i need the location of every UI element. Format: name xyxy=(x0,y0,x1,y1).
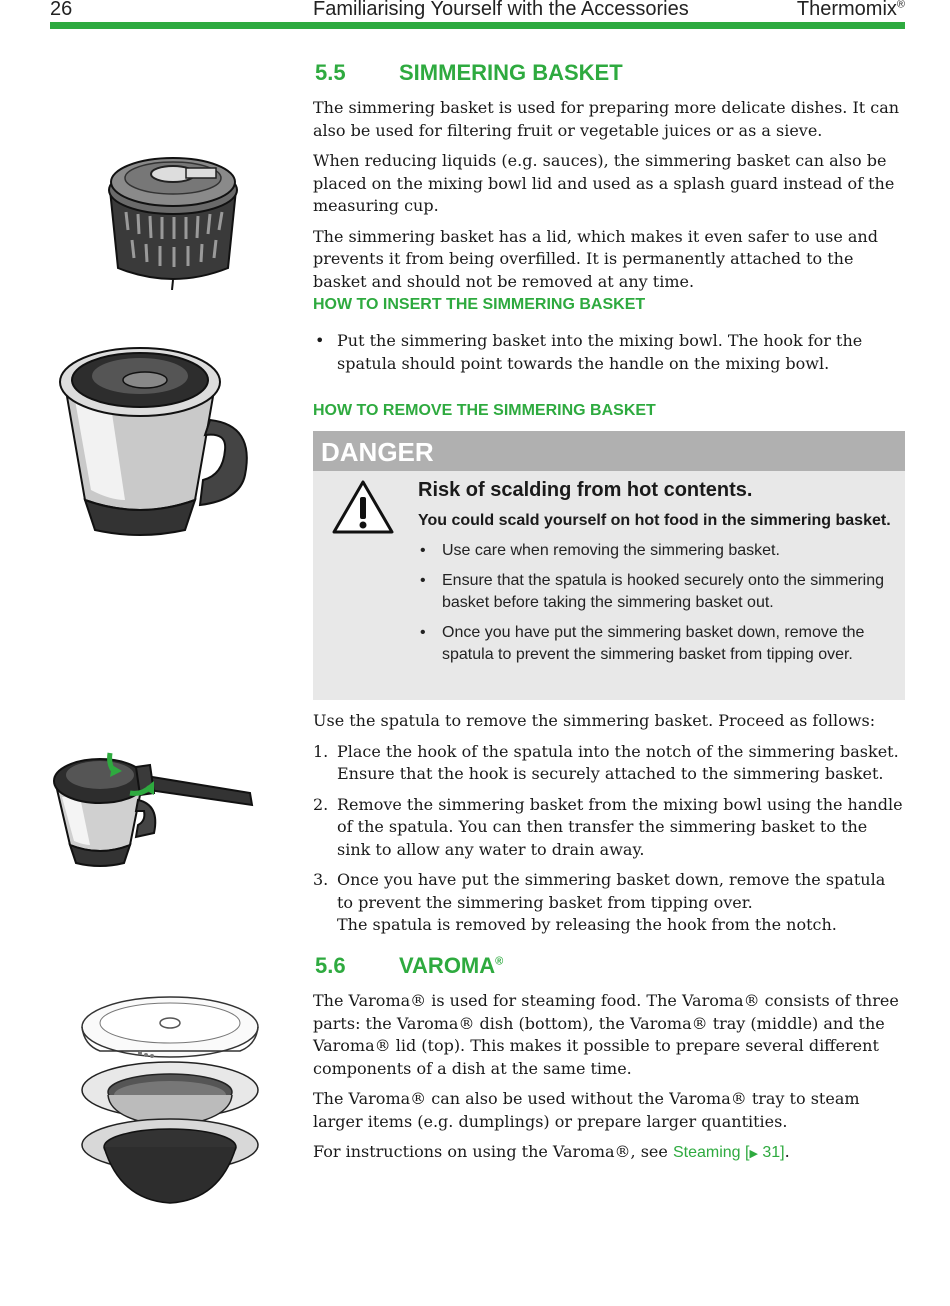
danger-title: Risk of scalding from hot contents. xyxy=(418,479,753,501)
step-result: The spatula is removed by releasing the hook from the notch. xyxy=(337,915,837,934)
step-text: Place the hook of the spatula into the notch of the simmering basket. xyxy=(337,741,899,761)
page-header xyxy=(50,0,905,22)
paragraph: The Varoma® is used for steaming food. The Varoma® consists of three parts: the Varoma® dish (bottom), the Varoma® tray (middle) and the Varoma® lid (top). This makes it possible to prepare several different components of a dish at the same time. xyxy=(313,991,899,1078)
varoma-illustration xyxy=(80,995,260,1214)
section-title xyxy=(313,60,905,86)
list-item: • Put the simmering basket into the mixing bowl. The hook for the spatula should point towards the handle on the mixing bowl. xyxy=(313,330,905,375)
page-number: 26 xyxy=(50,0,73,20)
list-item xyxy=(313,741,905,786)
instructions-text: For instructions on using the Varoma®, see xyxy=(313,1142,673,1161)
step-number: 3. xyxy=(313,870,329,889)
removal-intro: Use the spatula to remove the simmering basket. Proceed as follows: xyxy=(313,711,876,730)
brand-mark: ® xyxy=(896,0,905,11)
paragraph: The simmering basket has a lid, which makes it even safer to use and prevents it from being overfilled. It is permanently attached to the basket and should not be removed at any time. xyxy=(313,226,878,291)
section-title xyxy=(313,953,905,979)
paragraph xyxy=(313,1141,905,1166)
step-number: 2. xyxy=(313,794,329,814)
list-item: • Use care when removing the simmering basket. xyxy=(418,540,898,562)
warning-triangle-icon xyxy=(331,479,395,539)
section-55-body xyxy=(313,97,905,301)
instructions-suffix: . xyxy=(784,1142,790,1161)
section-56-body xyxy=(313,990,905,1174)
danger-bullets xyxy=(418,540,898,666)
insert-list xyxy=(313,330,905,375)
remove-heading: HOW TO REMOVE THE SIMMERING BASKET xyxy=(313,402,656,419)
section-number: 5.6 xyxy=(315,953,346,978)
danger-content xyxy=(418,479,898,674)
simmering-basket-illustration xyxy=(98,140,248,294)
section-title-text: VAROMA xyxy=(399,953,496,978)
list-item xyxy=(313,869,905,937)
removal-steps xyxy=(313,710,905,945)
section-varoma xyxy=(313,953,905,979)
link-text: Steaming [ xyxy=(672,1144,750,1161)
section-simmering-basket xyxy=(313,60,905,86)
spatula-removal-illustration xyxy=(50,745,260,874)
steps-list xyxy=(313,741,905,937)
danger-box xyxy=(313,431,905,700)
link-page: 31] xyxy=(757,1144,785,1161)
paragraph: The Varoma® can also be used without the Varoma® tray to steam larger items (e.g. dumplings) or prepare larger quantities. xyxy=(313,1089,860,1131)
registered-mark: ® xyxy=(495,955,504,968)
section-number: 5.5 xyxy=(315,60,346,85)
step-text: Once you have put the simmering basket down, remove the spatula to prevent the simmering basket from tipping over. xyxy=(337,870,886,912)
insert-heading-wrap xyxy=(313,296,905,314)
header-rule xyxy=(50,22,905,29)
steaming-link[interactable] xyxy=(673,1144,785,1161)
section-title-text: SIMMERING BASKET xyxy=(399,60,623,85)
insert-heading: HOW TO INSERT THE SIMMERING BASKET xyxy=(313,296,646,313)
brand-name: Thermomix xyxy=(796,0,897,20)
step-result: Ensure that the hook is securely attached to the simmering basket. xyxy=(337,764,884,783)
list-item: • Ensure that the spatula is hooked securely onto the simmering basket before taking the simmering basket out. xyxy=(418,570,898,614)
step-number: 1. xyxy=(313,741,329,761)
remove-heading-wrap xyxy=(313,402,905,420)
paragraph: The simmering basket is used for preparing more delicate dishes. It can also be used for filtering fruit or vegetable juices or as a sieve. xyxy=(313,98,900,140)
header-title: Familiarising Yourself with the Accessories xyxy=(313,0,689,20)
play-arrow-icon: ▶ xyxy=(749,1148,758,1160)
step-text: Remove the simmering basket from the mixing bowl using the handle of the spatula. You can then transfer the simmering basket to the sink to allow any water to drain away. xyxy=(337,794,903,859)
mixing-bowl-with-basket-illustration xyxy=(55,340,255,544)
list-item: • Once you have put the simmering basket down, remove the spatula to prevent the simmering basket from tipping over. xyxy=(418,622,898,666)
header-brand xyxy=(797,0,905,21)
paragraph: When reducing liquids (e.g. sauces), the simmering basket can also be placed on the mixing bowl lid and used as a splash guard instead of the measuring cup. xyxy=(313,151,895,215)
list-item xyxy=(313,794,905,862)
danger-label: DANGER xyxy=(313,431,905,471)
danger-subtitle: You could scald yourself on hot food in the simmering basket. xyxy=(418,512,891,529)
